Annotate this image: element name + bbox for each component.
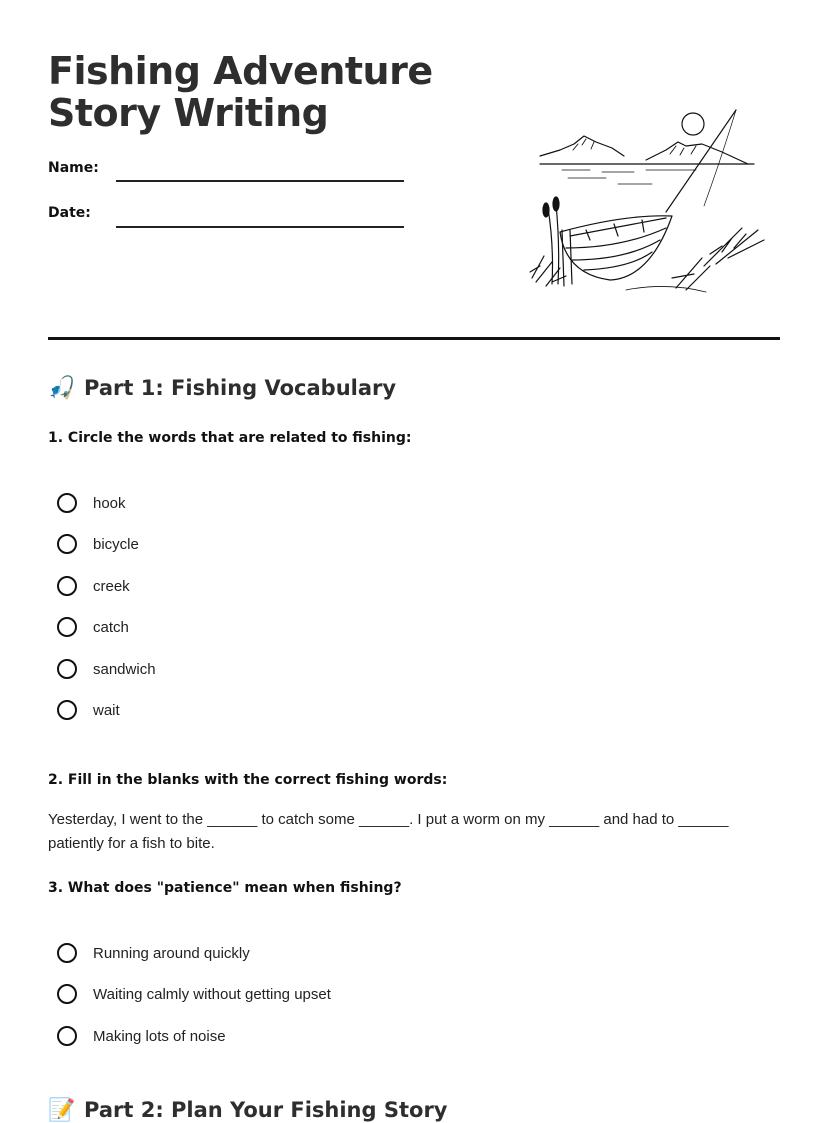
radio-circle[interactable] [57, 1026, 77, 1046]
question-2: 2. Fill in the blanks with the correct fishing words: [48, 772, 448, 788]
option-creek[interactable]: creek [57, 574, 130, 598]
date-line[interactable] [116, 226, 404, 228]
radio-circle[interactable] [57, 943, 77, 963]
radio-circle[interactable] [57, 659, 77, 679]
radio-circle[interactable] [57, 493, 77, 513]
question-1: 1. Circle the words that are related to fishing: [48, 430, 412, 446]
date-label: Date: [48, 205, 91, 221]
radio-circle[interactable] [57, 534, 77, 554]
boat-lake-illustration [526, 106, 772, 298]
radio-circle[interactable] [57, 576, 77, 596]
option-hook[interactable]: hook [57, 491, 126, 515]
option-sandwich[interactable]: sandwich [57, 657, 156, 681]
option-catch[interactable]: catch [57, 615, 129, 639]
radio-circle[interactable] [57, 700, 77, 720]
part2-heading: 📝 Part 2: Plan Your Fishing Story [48, 1098, 448, 1123]
radio-circle[interactable] [57, 617, 77, 637]
radio-circle[interactable] [57, 984, 77, 1004]
option-wait[interactable]: wait [57, 698, 120, 722]
fill-in-sentence: Yesterday, I went to the ______ to catch some ______. I put a worm on my ______ and had to ______ patiently for a fish to bite. [48, 811, 729, 852]
option-noise[interactable]: Making lots of noise [57, 1024, 226, 1048]
name-line[interactable] [116, 180, 404, 182]
fishing-pole-icon: 🎣 [48, 376, 76, 401]
section-divider [48, 337, 780, 340]
name-label: Name: [48, 160, 99, 176]
option-running[interactable]: Running around quickly [57, 941, 250, 965]
option-bicycle[interactable]: bicycle [57, 532, 139, 556]
question-3: 3. What does "patience" mean when fishing? [48, 880, 402, 896]
worksheet-title: Fishing Adventure Story Writing [48, 49, 433, 135]
memo-icon: 📝 [48, 1098, 76, 1123]
option-waiting[interactable]: Waiting calmly without getting upset [57, 982, 331, 1006]
part1-heading: 🎣 Part 1: Fishing Vocabulary [48, 376, 397, 401]
